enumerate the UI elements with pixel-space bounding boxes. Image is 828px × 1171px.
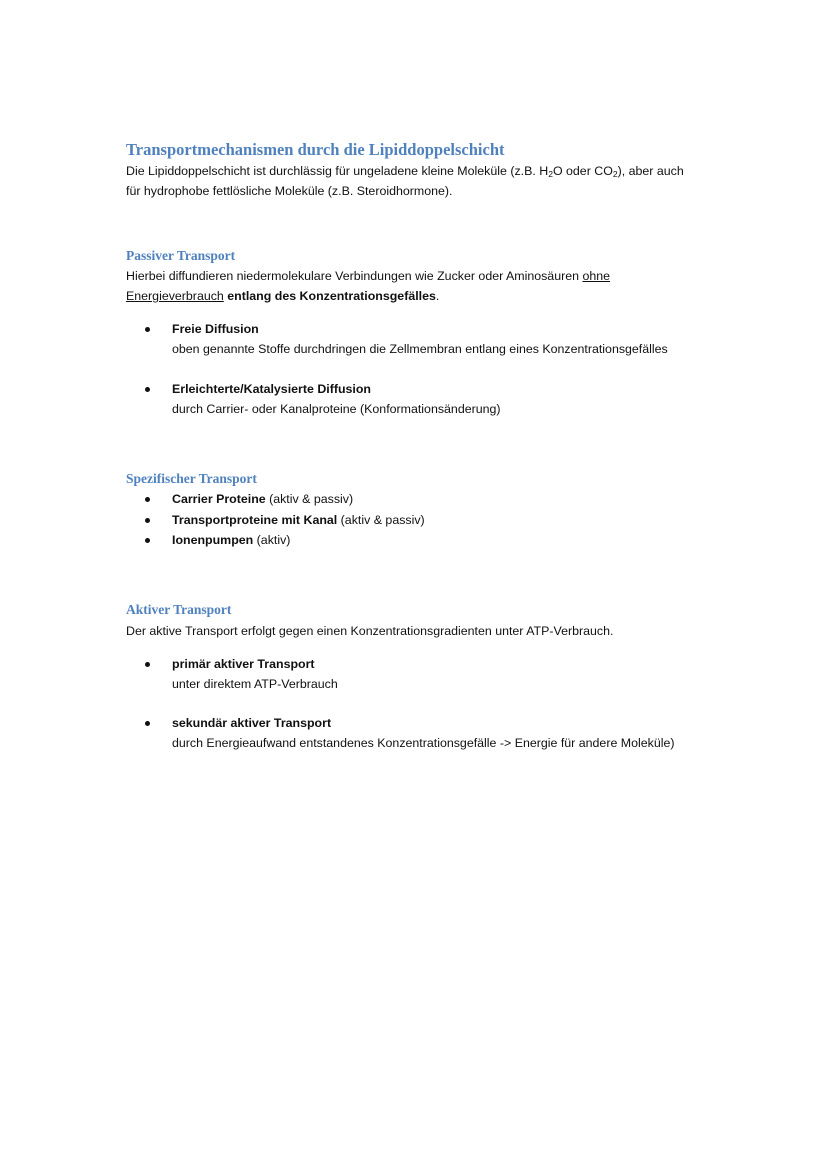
list-item-note: (aktiv & passiv)	[265, 492, 354, 506]
bullet-icon	[145, 662, 150, 667]
intro-line-1: Die Lipiddoppelschicht ist durchlässig für ungeladene kleine Moleküle (z.B. $H_2O$ oder $CO_2$), aber auch	[126, 164, 684, 179]
section-heading-active: Aktiver Transport	[126, 602, 232, 617]
section-heading-specific: Spezifischer Transport	[126, 471, 257, 486]
passive-text-line-1: Hierbei diffundieren niedermolekulare Verbindungen wie Zucker oder Aminosäuren ohne	[126, 269, 611, 283]
list-item-title: primär aktiver Transport	[172, 657, 315, 671]
list-item-note: (aktiv)	[253, 533, 291, 547]
bullet-icon	[145, 538, 150, 543]
list-item-description: unter direktem ATP-Verbrauch	[172, 677, 338, 691]
page-title: Transportmechanismen durch die Lipiddoppelschicht	[126, 140, 505, 159]
intro-line-2: für hydrophobe fettlösliche Moleküle (z.B. Steroidhormone).	[126, 184, 453, 198]
list-item-title: Carrier Proteine	[172, 492, 266, 506]
passive-text-line-2: Energieverbrauch entlang des Konzentrationsgefälles.	[126, 289, 440, 303]
list-item-note: (aktiv & passiv)	[337, 513, 425, 527]
bullet-icon	[145, 497, 150, 502]
list-item-title: Ionenpumpen	[172, 533, 254, 547]
list-item-description: durch Energieaufwand entstandenes Konzentrationsgefälle -> Energie für andere Moleküle)	[172, 736, 675, 750]
list-item-title: Erleichterte/Katalysierte Diffusion	[172, 382, 372, 396]
section-heading-passive: Passiver Transport	[126, 248, 236, 263]
list-item-description: oben genannte Stoffe durchdringen die Zellmembran entlang eines Konzentrationsgefälles	[172, 342, 668, 356]
list-item-title: sekundär aktiver Transport	[172, 716, 332, 730]
list-item-title: Freie Diffusion	[172, 322, 259, 336]
bullet-icon	[145, 327, 150, 332]
bullet-icon	[145, 518, 150, 523]
active-text: Der aktive Transport erfolgt gegen einen Konzentrationsgradienten unter ATP-Verbrauch.	[126, 624, 614, 638]
list-item-title: Transportproteine mit Kanal	[172, 513, 338, 527]
list-item-description: durch Carrier- oder Kanalproteine (Konformationsänderung)	[172, 402, 501, 416]
bullet-icon	[145, 387, 150, 392]
bullet-icon	[145, 721, 150, 726]
